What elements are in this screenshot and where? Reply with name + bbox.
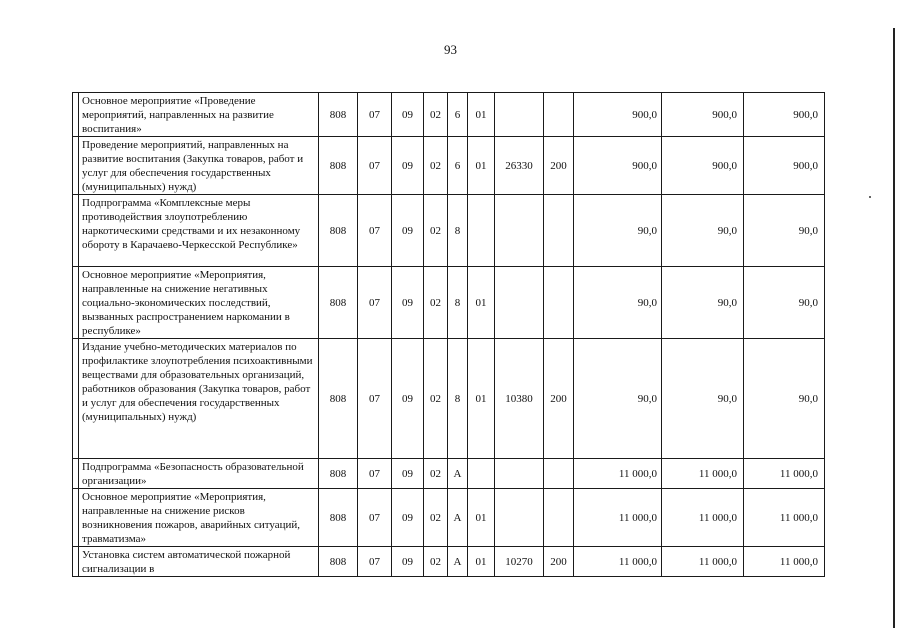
expense-type-cell: 200 <box>544 137 574 195</box>
expense-type-cell <box>544 459 574 489</box>
program-code-cell: 02 <box>424 489 448 547</box>
direction-code-cell <box>495 93 544 137</box>
amount-year3-cell: 900,0 <box>744 93 825 137</box>
program-code-cell: 02 <box>424 459 448 489</box>
subsection-code-cell: 09 <box>392 195 424 267</box>
direction-code-cell <box>495 267 544 339</box>
subprogram-code-cell: 8 <box>448 195 468 267</box>
program-code-cell: 02 <box>424 195 448 267</box>
expense-type-cell: 200 <box>544 547 574 577</box>
section-code-cell: 07 <box>358 93 392 137</box>
section-code-cell: 07 <box>358 137 392 195</box>
ministry-code-cell: 808 <box>319 459 358 489</box>
subprogram-code-cell: 6 <box>448 93 468 137</box>
table-row <box>73 547 825 577</box>
amount-year3-cell: 90,0 <box>744 267 825 339</box>
amount-year1-cell: 90,0 <box>574 195 662 267</box>
scan-speck <box>869 196 871 198</box>
activity-code-cell <box>468 195 495 267</box>
expense-type-cell <box>544 267 574 339</box>
ministry-code-cell: 808 <box>319 137 358 195</box>
table-row <box>73 489 825 547</box>
ministry-code-cell: 808 <box>319 547 358 577</box>
ministry-code-cell: 808 <box>319 93 358 137</box>
section-code-cell: 07 <box>358 547 392 577</box>
subprogram-code-cell: 8 <box>448 267 468 339</box>
amount-year1-cell: 90,0 <box>574 267 662 339</box>
amount-year2-cell: 900,0 <box>662 137 744 195</box>
table-row <box>73 195 825 267</box>
ministry-code-cell: 808 <box>319 339 358 459</box>
direction-code-cell <box>495 489 544 547</box>
direction-code-cell: 10270 <box>495 547 544 577</box>
amount-year2-cell: 90,0 <box>662 339 744 459</box>
program-code-cell: 02 <box>424 137 448 195</box>
subprogram-code-cell: А <box>448 547 468 577</box>
table-row <box>73 459 825 489</box>
table-row <box>73 339 825 459</box>
program-code-cell: 02 <box>424 547 448 577</box>
activity-code-cell: 01 <box>468 547 495 577</box>
activity-code-cell: 01 <box>468 489 495 547</box>
program-code-cell: 02 <box>424 339 448 459</box>
description-cell: Подпрограмма «Комплексные меры противодействия злоупотреблению наркотическими средствами и их незаконному обороту в Карачаево-Черкесской Республике» <box>79 195 319 267</box>
activity-code-cell: 01 <box>468 137 495 195</box>
amount-year3-cell: 11 000,0 <box>744 547 825 577</box>
section-code-cell: 07 <box>358 459 392 489</box>
table-row <box>73 93 825 137</box>
direction-code-cell: 10380 <box>495 339 544 459</box>
direction-code-cell <box>495 195 544 267</box>
amount-year3-cell: 11 000,0 <box>744 489 825 547</box>
description-cell: Подпрограмма «Безопасность образовательной организации» <box>79 459 319 489</box>
description-cell: Основное мероприятие «Мероприятия, направленные на снижение рисков возникновения пожаров, аварийных ситуаций, травматизма» <box>79 489 319 547</box>
subsection-code-cell: 09 <box>392 459 424 489</box>
subsection-code-cell: 09 <box>392 339 424 459</box>
subsection-code-cell: 09 <box>392 267 424 339</box>
table-row <box>73 137 825 195</box>
amount-year1-cell: 11 000,0 <box>574 459 662 489</box>
subsection-code-cell: 09 <box>392 93 424 137</box>
subprogram-code-cell: 8 <box>448 339 468 459</box>
amount-year3-cell: 11 000,0 <box>744 459 825 489</box>
amount-year2-cell: 90,0 <box>662 195 744 267</box>
amount-year1-cell: 11 000,0 <box>574 489 662 547</box>
subsection-code-cell: 09 <box>392 547 424 577</box>
table-row <box>73 267 825 339</box>
description-cell: Основное мероприятие «Проведение мероприятий, направленных на развитие воспитания» <box>79 93 319 137</box>
budget-table <box>72 92 825 577</box>
subsection-code-cell: 09 <box>392 137 424 195</box>
program-code-cell: 02 <box>424 267 448 339</box>
amount-year3-cell: 90,0 <box>744 339 825 459</box>
expense-type-cell: 200 <box>544 339 574 459</box>
program-code-cell: 02 <box>424 93 448 137</box>
page-edge-shadow <box>893 28 895 628</box>
section-code-cell: 07 <box>358 195 392 267</box>
amount-year2-cell: 11 000,0 <box>662 459 744 489</box>
amount-year2-cell: 900,0 <box>662 93 744 137</box>
table-body <box>73 93 825 577</box>
activity-code-cell: 01 <box>468 93 495 137</box>
description-cell: Издание учебно-методических материалов по профилактике злоупотребления психоактивными веществами для образовательных организаций, работников образования (Закупка товаров, работ и услуг для обеспечения государственных (муниципальных) нужд) <box>79 339 319 459</box>
expense-type-cell <box>544 93 574 137</box>
ministry-code-cell: 808 <box>319 489 358 547</box>
direction-code-cell: 26330 <box>495 137 544 195</box>
ministry-code-cell: 808 <box>319 195 358 267</box>
ministry-code-cell: 808 <box>319 267 358 339</box>
amount-year3-cell: 900,0 <box>744 137 825 195</box>
page-number: 93 <box>444 42 457 57</box>
description-cell: Установка систем автоматической пожарной сигнализации в <box>79 547 319 577</box>
amount-year2-cell: 11 000,0 <box>662 489 744 547</box>
description-cell: Основное мероприятие «Мероприятия, направленные на снижение негативных социально-экономических последствий, вызванных распространением наркомании в республике» <box>79 267 319 339</box>
section-code-cell: 07 <box>358 489 392 547</box>
activity-code-cell: 01 <box>468 267 495 339</box>
section-code-cell: 07 <box>358 267 392 339</box>
subprogram-code-cell: А <box>448 459 468 489</box>
section-code-cell: 07 <box>358 339 392 459</box>
amount-year1-cell: 900,0 <box>574 93 662 137</box>
amount-year2-cell: 90,0 <box>662 267 744 339</box>
amount-year1-cell: 11 000,0 <box>574 547 662 577</box>
description-cell: Проведение мероприятий, направленных на развитие воспитания (Закупка товаров, работ и услуг для обеспечения государственных (муниципальных) нужд) <box>79 137 319 195</box>
activity-code-cell: 01 <box>468 339 495 459</box>
expense-type-cell <box>544 195 574 267</box>
expense-type-cell <box>544 489 574 547</box>
amount-year1-cell: 90,0 <box>574 339 662 459</box>
amount-year2-cell: 11 000,0 <box>662 547 744 577</box>
activity-code-cell <box>468 459 495 489</box>
direction-code-cell <box>495 459 544 489</box>
subsection-code-cell: 09 <box>392 489 424 547</box>
subprogram-code-cell: 6 <box>448 137 468 195</box>
amount-year3-cell: 90,0 <box>744 195 825 267</box>
subprogram-code-cell: А <box>448 489 468 547</box>
amount-year1-cell: 900,0 <box>574 137 662 195</box>
